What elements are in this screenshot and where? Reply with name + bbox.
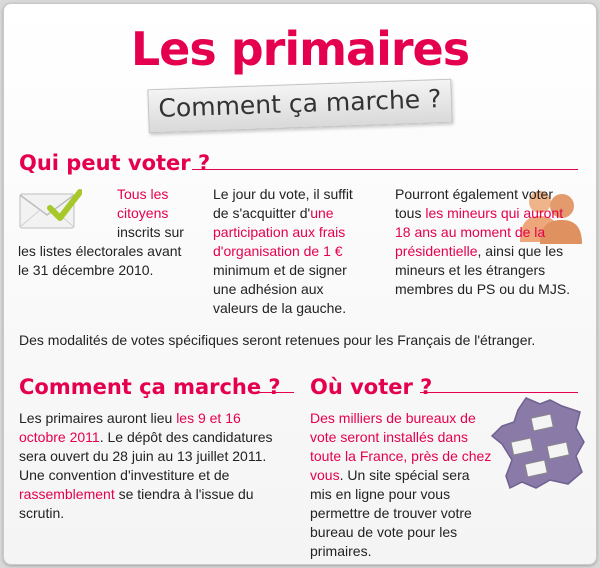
- page-title: Les primaires: [130, 22, 470, 76]
- dates-highlight: les 9 et 16 octobre 2011: [19, 410, 241, 445]
- who-can-vote-col3: [395, 185, 575, 299]
- where-to-vote-heading: Où voter ?: [310, 375, 433, 399]
- offices-highlight: Des milliers de bureaux de vote seront installés dans toute la France, près de chez vous: [310, 410, 492, 483]
- citizens-highlight: Tous les citoyens: [117, 186, 169, 221]
- col3-text-1: Pourront également voter tous: [395, 186, 553, 221]
- col3-text-2: , ainsi que les mineurs et les étrangers membres du PS ou du MJS.: [395, 243, 571, 297]
- how-it-works-heading: Comment ça marche ?: [19, 375, 281, 399]
- france-map-icon: [488, 392, 592, 494]
- fee-highlight: une participation aux frais d'organisation de 1 €: [213, 205, 346, 259]
- col2-text-1: Le jour du vote, il suffit de s'acquitter d': [213, 186, 353, 221]
- rassemblement-highlight: rassemblement: [19, 486, 115, 502]
- section-divider: [192, 169, 578, 170]
- minors-highlight: les mineurs qui auront 18 ans au moment de la présidentielle: [395, 205, 564, 259]
- how-it-works-text: [19, 409, 279, 523]
- page-subtitle: Comment ça marche ?: [157, 84, 442, 123]
- how-text-1: Les primaires auront lieu: [19, 410, 177, 426]
- where-to-vote-text: [310, 409, 495, 561]
- col1-text: inscrits sur les listes électorales avant le 31 décembre 2010.: [18, 224, 184, 278]
- section-divider: [254, 392, 294, 393]
- how-text-2: . Le dépôt des candidatures sera ouvert du 28 juin au 13 juillet 2011. Une convention d'investiture et de: [19, 429, 273, 483]
- how-text-3: se tiendra à l'issue du scrutin.: [19, 486, 254, 521]
- who-can-vote-col2: [213, 185, 361, 318]
- col2-text-2: minimum et de signer une adhésion aux valeurs de la gauche.: [213, 262, 347, 316]
- who-can-vote-heading: Qui peut voter ?: [19, 151, 211, 175]
- who-can-vote-col1: [18, 185, 186, 280]
- where-text: . Un site spécial sera mis en ligne pour vous permettre de trouver votre bureau de vote pour les primaires.: [310, 467, 472, 559]
- abroad-note: Des modalités de votes spécifiques seront retenues pour les Français de l'étranger.: [19, 332, 536, 348]
